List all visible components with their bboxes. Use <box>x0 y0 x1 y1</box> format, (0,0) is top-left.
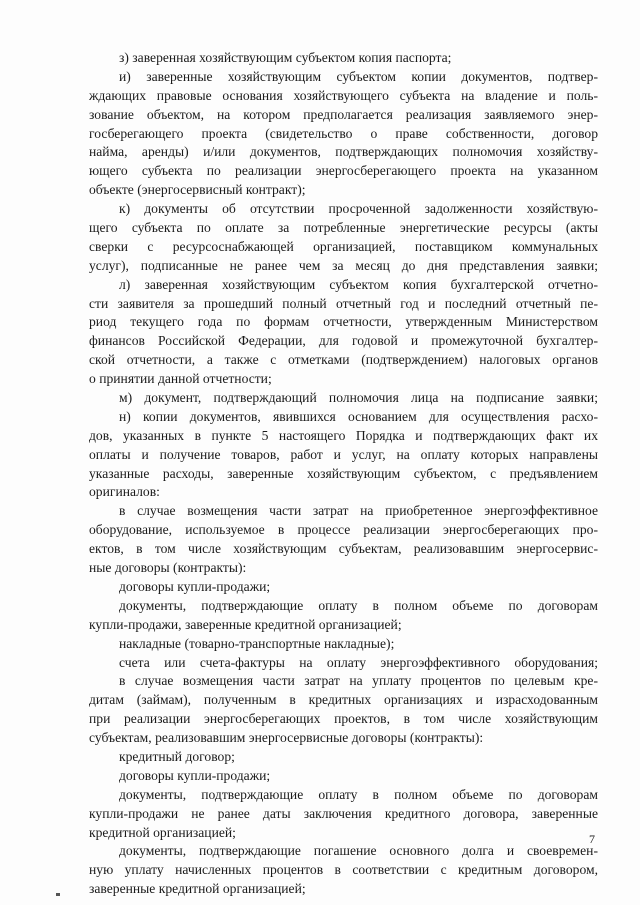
text-line: и) заверенные хозяйствующим субъектом копии документов, подтвер- <box>119 68 598 84</box>
text-line: указанные расходы, заверенные хозяйствующим субъектом, с предъявлением <box>89 465 598 481</box>
text-line: при реализации энергосберегающих проектов, в том числе хозяйствующим <box>89 711 598 727</box>
text-line: заверенные кредитной организацией; <box>89 881 306 897</box>
text-line: договоры купли-продажи; <box>119 767 271 783</box>
text-line: ные договоры (контракты): <box>89 560 247 576</box>
text-line: з) заверенная хозяйствующим субъектом копия паспорта; <box>119 50 452 65</box>
text-line: ющего субъекта по реализации энергосберегающего проекта на указанном <box>89 163 598 179</box>
text-line: документы, подтверждающие оплату в полном объеме по договорам <box>119 597 598 613</box>
text-line: договоры купли-продажи; <box>119 578 271 594</box>
text-line: зование объектом, на котором предполагается реализация заявляемого энер- <box>89 106 598 122</box>
text-line: найма, аренды) и/или документов, подтверждающих полномочия хозяйству- <box>89 144 598 160</box>
text-line: купли-продажи не ранее даты заключения кредитного договора, заверенные <box>89 805 598 821</box>
text-line: м) документ, подтверждающий полномочия лица на подписание заявки; <box>119 390 598 406</box>
text-line: оплаты и получение товаров, работ и услуг, на оплату которых направлены <box>89 446 598 462</box>
text-line: кредитной организацией; <box>89 824 236 840</box>
text-line: дитам (займам), полученным в кредитных организациях и израсходованным <box>89 692 598 708</box>
page-number: 7 <box>589 832 595 846</box>
text-line: ную уплату начисленных процентов в соответствии с кредитным договором, <box>89 862 598 878</box>
text-line: объекте (энергосервисный контракт); <box>89 182 306 198</box>
text-line: щего субъекта по оплате за потребленные энергетические ресурсы (акты <box>89 220 598 236</box>
text-line: оригиналов: <box>89 484 160 500</box>
text-line: купли-продажи, заверенные кредитной организацией; <box>89 616 402 632</box>
text-line: в случае возмещения части затрат на приобретенное энергоэффективное <box>119 503 598 519</box>
text-line: ждающих правовые основания хозяйствующего субъекта на владение и поль- <box>89 87 598 103</box>
text-line: л) заверенная хозяйствующим субъектом копия бухгалтерской отчетно- <box>119 276 598 292</box>
text-line: к) документы об отсутствии просроченной задолженности хозяйствую- <box>119 201 598 217</box>
text-line: н) копии документов, явившихся основанием для осуществления расхо- <box>119 408 598 424</box>
text-line: накладные (товарно-транспортные накладные); <box>119 635 395 651</box>
text-line: счета или счета-фактуры на оплату энергоэффективного оборудования; <box>119 654 598 670</box>
text-line: дов, указанных в пункте 5 настоящего Порядка и подтверждающих факт их <box>89 427 598 443</box>
text-line: ской отчетности, а также с отметками (подтверждением) налоговых органов <box>89 352 598 368</box>
text-line: документы, подтверждающие погашение основного долга и своевремен- <box>119 843 598 859</box>
text-line: ектов, в том числе хозяйствующим субъектам, реализовавшим энергосервис- <box>89 541 598 557</box>
text-line: о принятии данной отчетности; <box>89 371 272 387</box>
text-line: финансов Российской Федерации, для годовой и промежуточной бухгалтер- <box>89 333 598 349</box>
text-line: в случае возмещения части затрат на уплату процентов по целевым кре- <box>119 673 598 689</box>
text-line: оборудование, используемое в процессе реализации энергосберегающих про- <box>89 522 598 538</box>
text-line: субъектам, реализовавшим энергосервисные договоры (контракты): <box>89 730 484 746</box>
text-line: документы, подтверждающие оплату в полном объеме по договорам <box>119 786 598 802</box>
text-line: услуг), подписанные не ранее чем за месяц до дня представления заявки; <box>89 257 598 273</box>
text-line: риод текущего года по формам отчетности, утвержденным Министерством <box>89 314 598 330</box>
text-line: кредитный договор; <box>119 748 235 764</box>
text-line: госберегающего проекта (свидетельство о праве собственности, договор <box>89 125 598 141</box>
text-line: сверки с ресурсоснабжающей организацией, поставщиком коммунальных <box>89 238 598 254</box>
text-line: сти заявителя за прошедший полный отчетный год и последний отчетный пе- <box>89 295 598 311</box>
document-body <box>89 49 598 899</box>
scan-mark <box>56 893 60 896</box>
